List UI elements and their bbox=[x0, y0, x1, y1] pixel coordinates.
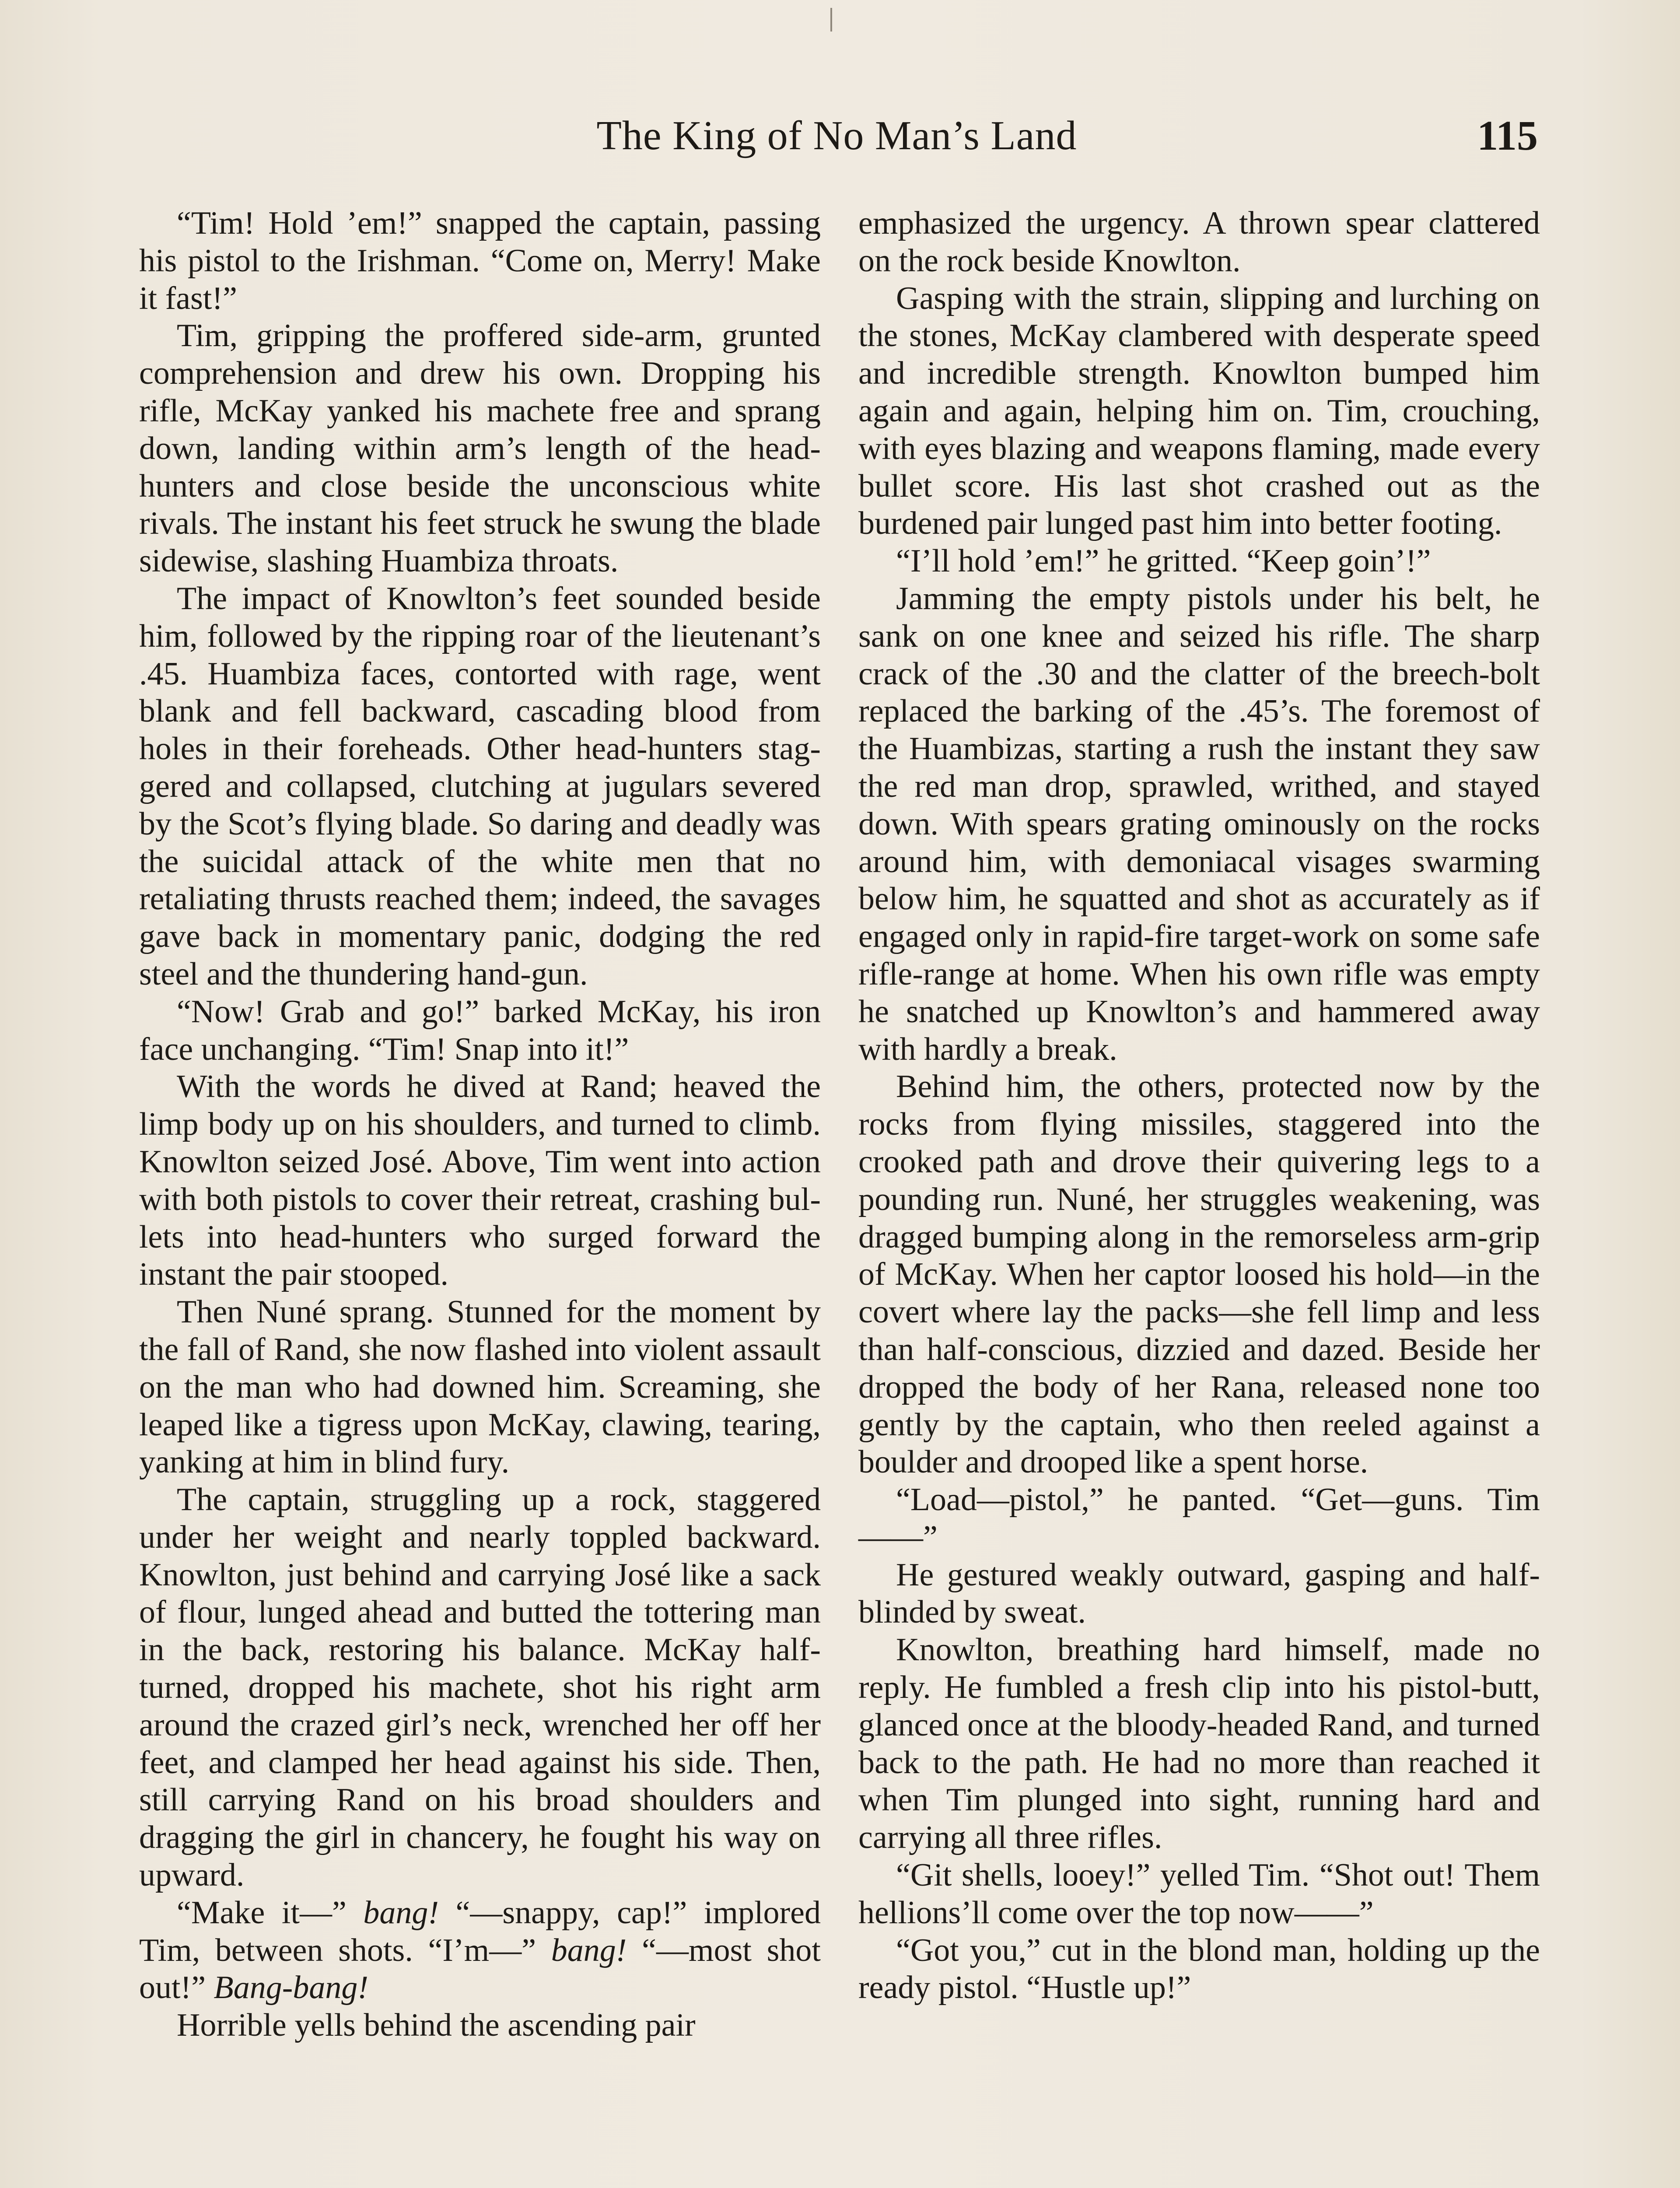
paragraph bbox=[858, 580, 1540, 1068]
text-run: With the words he dived at Rand; heaved the limp body up on his shoulders, and turned to climb. Knowlton seized José. Above, Tim went into action with both pistols to cover their retreat, crashing bullets into head-hunters who surged forward the instant the pair stooped. bbox=[139, 1069, 821, 1293]
paragraph bbox=[139, 317, 821, 580]
text-run: “—most shot out!” bbox=[139, 1932, 821, 2006]
paragraph bbox=[139, 1481, 821, 1894]
left-text-column bbox=[139, 205, 821, 2044]
page-number: 115 bbox=[1477, 112, 1538, 159]
paragraph bbox=[139, 1294, 821, 1481]
paragraph bbox=[858, 1068, 1540, 1481]
text-run: “Tim! Hold ’em!” snapped the captain, passing his pistol to the Irishman. “Come on, Merry! Make it fast!” bbox=[139, 205, 821, 316]
paragraph bbox=[139, 1068, 821, 1294]
paragraph bbox=[858, 1932, 1540, 2007]
paragraph bbox=[139, 1894, 821, 2007]
text-run: The impact of Knowlton’s feet sounded beside him, followed by the ripping roar of the lieutenant’s .45. Huambiza faces, contorted with rage, went blank and fell backward, cascading blood from holes in their foreheads. Other head-hunters staggered and collapsed, clutching at jugulars severed by the Scot’s flying blade. So daring and deadly was the suicidal attack of the white men that no retaliating thrusts reached them; indeed, the savages gave back in momentary panic, dodging the red steel and the thundering hand-gun. bbox=[139, 580, 821, 992]
text-run: Horrible yells behind the ascending pair bbox=[177, 2007, 696, 2044]
text-run: “Load—pistol,” he panted. “Get—guns. Tim——” bbox=[858, 1482, 1540, 1555]
text-run: The captain, struggling up a rock, staggered under her weight and nearly toppled backward. Knowlton, just behind and carrying José like a sack of flour, lunged ahead and butted the tottering man in the back, restoring his balance. McKay half-turned, dropped his machete, shot his right arm around the crazed girl’s neck, wrenched her off her feet, and clamped her head against his side. Then, still carrying Rand on his broad shoulders and dragging the girl in chancery, he fought his way on upward. bbox=[139, 1482, 821, 1893]
paragraph bbox=[858, 1481, 1540, 1557]
paragraph bbox=[858, 280, 1540, 543]
text-run: emphasized the urgency. A thrown spear clattered on the rock beside Knowlton. bbox=[858, 205, 1540, 279]
text-run: Then Nuné sprang. Stunned for the moment by the fall of Rand, she now flashed into violent assault on the man who had downed him. Screaming, she leaped like a tigress upon McKay, clawing, tearing, yanking at him in blind fury. bbox=[139, 1294, 821, 1480]
italic-run: bang! bbox=[363, 1894, 439, 1931]
paragraph bbox=[139, 205, 821, 317]
paragraph bbox=[858, 1557, 1540, 1632]
text-run: Gasping with the strain, slipping and lurching on the stones, McKay clambered with desperate speed and incredible strength. Knowlton bumped him again and again, helping him on. Tim, crouching, with eyes blazing and weapons flaming, made every bullet score. His last shot crashed out as the burdened pair lunged past him into better footing. bbox=[858, 280, 1540, 542]
italic-run: Bang-bang! bbox=[214, 1970, 369, 2006]
paragraph bbox=[139, 2007, 821, 2044]
text-run: Jamming the empty pistols under his belt, he sank on one knee and seized his rifle. The sharp crack of the .30 and the clatter of the breech-bolt replaced the barking of the .45’s. The foremost of the Huambizas, starting a rush the instant they saw the red man drop, sprawled, writhed, and stayed down. With spears grating ominously on the rocks around him, with demoniacal visages swarming below him, he squatted and shot as accurately as if engaged only in rapid-fire target-work on some safe rifle-range at home. When his own rifle was empty he snatched up Knowlton’s and hammered away with hardly a break. bbox=[858, 580, 1540, 1067]
paragraph bbox=[139, 580, 821, 993]
paragraph bbox=[858, 1631, 1540, 1857]
page-top-mark bbox=[830, 8, 832, 32]
text-run: Behind him, the others, protected now by the rocks from flying missiles, staggered into the crooked path and drove their quivering legs to a pounding run. Nuné, her struggles weakening, was dragged bumping along in the remorseless arm-grip of McKay. When her captor loosed his hold—in the covert where lay the packs—she fell limp and less than half-conscious, dizzied and dazed. Beside her dropped the body of her Rana, released none too gently by the captain, who then reeled against a boulder and drooped like a spent horse. bbox=[858, 1069, 1540, 1480]
paragraph bbox=[139, 993, 821, 1069]
right-text-column bbox=[858, 205, 1540, 2007]
paragraph bbox=[858, 543, 1540, 580]
running-head bbox=[136, 109, 1538, 162]
running-head-title: The King of No Man’s Land bbox=[596, 113, 1077, 158]
text-run: Tim, gripping the proffered side-arm, grunted comprehension and drew his own. Dropping his rifle, McKay yanked his machete free and sprang down, landing within arm’s length of the head-hunters and close beside the unconscious white rivals. The instant his feet struck he swung the blade sidewise, slashing Huambiza throats. bbox=[139, 318, 821, 579]
italic-run: bang! bbox=[551, 1932, 627, 1968]
text-run: He gestured weakly outward, gasping and half-blinded by sweat. bbox=[858, 1557, 1540, 1630]
text-run: “Make it—” bbox=[177, 1894, 364, 1931]
text-run: “Got you,” cut in the blond man, holding up the ready pistol. “Hustle up!” bbox=[858, 1932, 1540, 2006]
text-run: “—snappy, cap!” implored Tim, between shots. “I’m—” bbox=[139, 1894, 821, 1968]
paragraph bbox=[858, 1857, 1540, 1932]
text-run: “I’ll hold ’em!” he gritted. “Keep goin’!” bbox=[896, 543, 1431, 579]
text-run: “Now! Grab and go!” barked McKay, his iron face unchanging. “Tim! Snap into it!” bbox=[139, 993, 821, 1067]
text-run: “Git shells, looey!” yelled Tim. “Shot out! Them hellions’ll come over the top now——” bbox=[858, 1857, 1540, 1931]
text-run: Knowlton, breathing hard himself, made no reply. He fumbled a fresh clip into his pistol-butt, glanced once at the bloody-headed Rand, and turned back to the path. He had no more than reached it when Tim plunged into sight, running hard and carrying all three rifles. bbox=[858, 1632, 1540, 1856]
paragraph bbox=[858, 205, 1540, 280]
